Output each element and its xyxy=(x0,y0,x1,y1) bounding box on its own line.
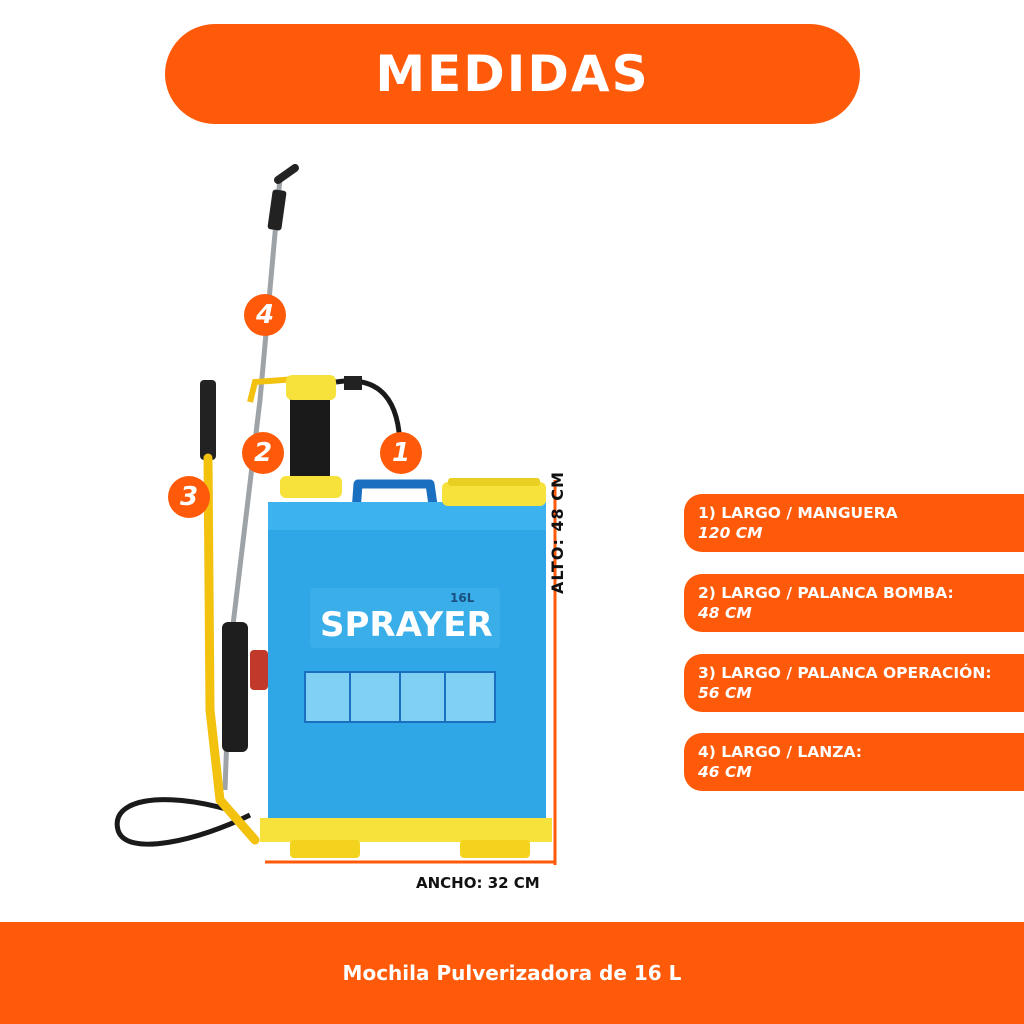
footer-caption: Mochila Pulverizadora de 16 L xyxy=(342,961,682,985)
page-title: MEDIDAS xyxy=(375,45,650,103)
spec-label: 4) LARGO / LANZA: xyxy=(698,743,862,761)
width-dimension-label: ANCHO: 32 CM xyxy=(416,874,540,892)
sprayer-illustration xyxy=(100,150,620,910)
spec-value: 46 CM xyxy=(698,763,752,781)
marker-4-text: 4 xyxy=(255,300,275,330)
marker-1-text: 1 xyxy=(391,438,411,468)
height-dimension-label: ALTO: 48 CM xyxy=(548,471,567,594)
spec-value: 56 CM xyxy=(698,684,752,702)
marker-3-text: 3 xyxy=(179,482,199,512)
spec-item-1 xyxy=(684,494,1024,552)
title-banner xyxy=(165,24,860,124)
marker-1 xyxy=(380,432,422,474)
spec-label: 2) LARGO / PALANCA BOMBA: xyxy=(698,584,954,602)
spec-value: 48 CM xyxy=(698,604,752,622)
product-illustration xyxy=(100,150,620,910)
spec-label: 1) LARGO / MANGUERA xyxy=(698,504,898,522)
spec-label: 3) LARGO / PALANCA OPERACIÓN: xyxy=(698,664,992,682)
tank-capacity: 16L xyxy=(450,591,475,605)
marker-3 xyxy=(168,476,210,518)
spec-item-4 xyxy=(684,733,1024,791)
footer-banner xyxy=(0,922,1024,1024)
marker-4 xyxy=(244,294,286,336)
tank-label: SPRAYER xyxy=(320,605,493,645)
marker-2-text: 2 xyxy=(253,438,273,468)
spec-item-3 xyxy=(684,654,1024,712)
spec-item-2 xyxy=(684,574,1024,632)
spec-value: 120 CM xyxy=(698,524,763,542)
marker-2 xyxy=(242,432,284,474)
